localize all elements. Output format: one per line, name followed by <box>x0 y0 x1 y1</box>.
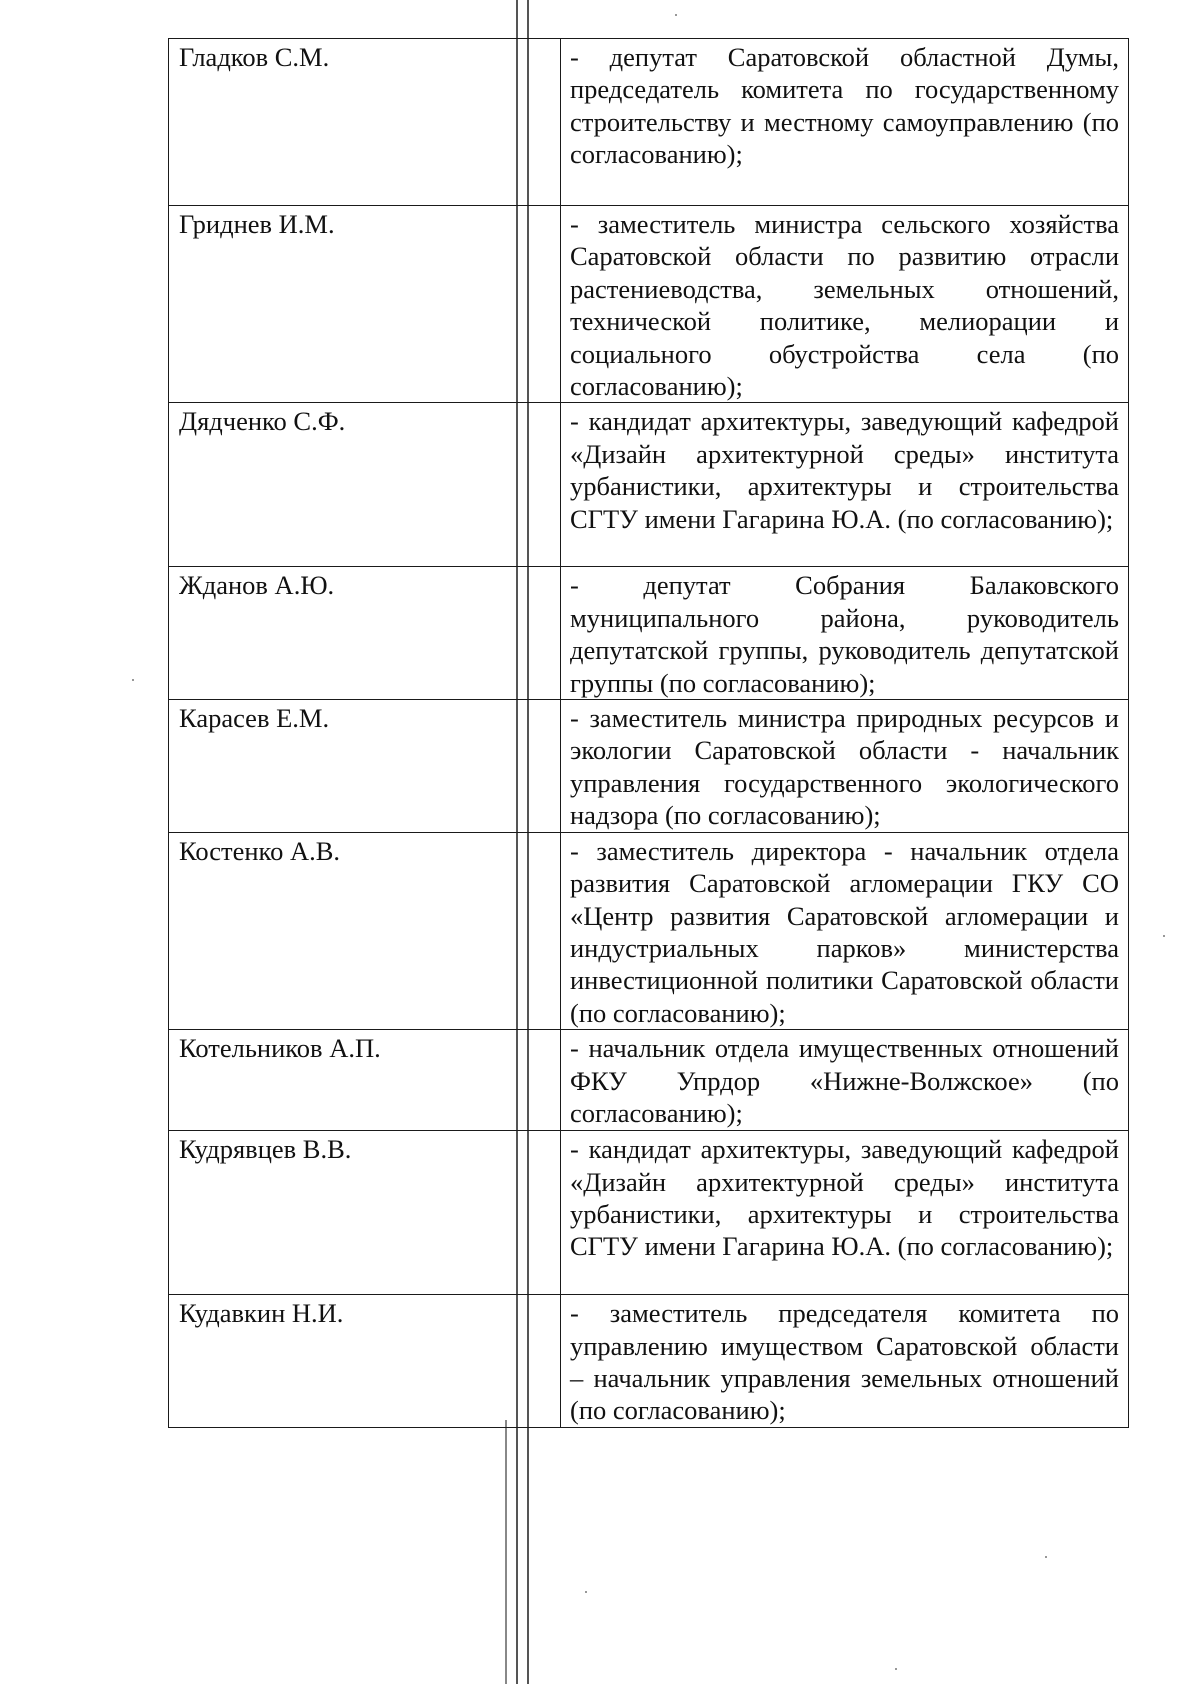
member-position: - заместитель министра природных ресурсов и экологии Саратовской области - начальник управления государственного экологического надзора (по согласованию); <box>561 700 1129 833</box>
scan-speck <box>675 14 677 16</box>
member-position: - начальник отдела имущественных отношений ФКУ Упрдор «Нижне-Волжское» (по согласованию); <box>561 1030 1129 1131</box>
scan-speck <box>1045 1556 1047 1558</box>
member-name: Гриднев И.М. <box>169 206 561 403</box>
member-name: Карасев Е.М. <box>169 700 561 833</box>
member-name: Кудрявцев В.В. <box>169 1131 561 1295</box>
table-row <box>169 1030 1129 1131</box>
member-name: Кудавкин Н.И. <box>169 1295 561 1428</box>
table-row <box>169 567 1129 700</box>
member-position: - заместитель председателя комитета по управлению имуществом Саратовской области – начальник управления земельных отношений (по согласованию); <box>561 1295 1129 1428</box>
member-position: - кандидат архитектуры, заведующий кафедрой «Дизайн архитектурной среды» института урбанистики, архитектуры и строительства СГТУ имени Гагарина Ю.А. (по согласованию); <box>561 403 1129 567</box>
member-name: Костенко А.В. <box>169 832 561 1029</box>
table-row <box>169 403 1129 567</box>
member-position: - депутат Собрания Балаковского муниципального района, руководитель депутатской группы, руководитель депутатской группы (по согласованию); <box>561 567 1129 700</box>
scan-speck <box>1163 935 1165 937</box>
table-row <box>169 1295 1129 1428</box>
member-name: Котельников А.П. <box>169 1030 561 1131</box>
member-position: - кандидат архитектуры, заведующий кафедрой «Дизайн архитектурной среды» института урбанистики, архитектуры и строительства СГТУ имени Гагарина Ю.А. (по согласованию); <box>561 1131 1129 1295</box>
commission-members-table <box>168 38 1129 1428</box>
scan-speck <box>585 1591 587 1593</box>
member-name: Жданов А.Ю. <box>169 567 561 700</box>
member-position: - заместитель директора - начальник отдела развития Саратовской агломерации ГКУ СО «Центр развития Саратовской агломерации и индустриальных парков» министерства инвестиционной политики Саратовской области (по согласованию); <box>561 832 1129 1029</box>
scan-fold-line-inner <box>505 1420 507 1684</box>
table-row <box>169 1131 1129 1295</box>
table-row <box>169 206 1129 403</box>
member-position: - заместитель министра сельского хозяйства Саратовской области по развитию отрасли растениеводства, земельных отношений, технической политике, мелиорации и социального обустройства села (по согласованию); <box>561 206 1129 403</box>
member-name: Дядченко С.Ф. <box>169 403 561 567</box>
member-position: - депутат Саратовской областной Думы, председатель комитета по государственному строительству и местному самоуправлению (по согласованию); <box>561 39 1129 206</box>
scan-speck <box>132 679 134 681</box>
table-row <box>169 832 1129 1029</box>
table-row <box>169 700 1129 833</box>
member-name: Гладков С.М. <box>169 39 561 206</box>
scan-speck <box>895 1668 897 1670</box>
table-row <box>169 39 1129 206</box>
